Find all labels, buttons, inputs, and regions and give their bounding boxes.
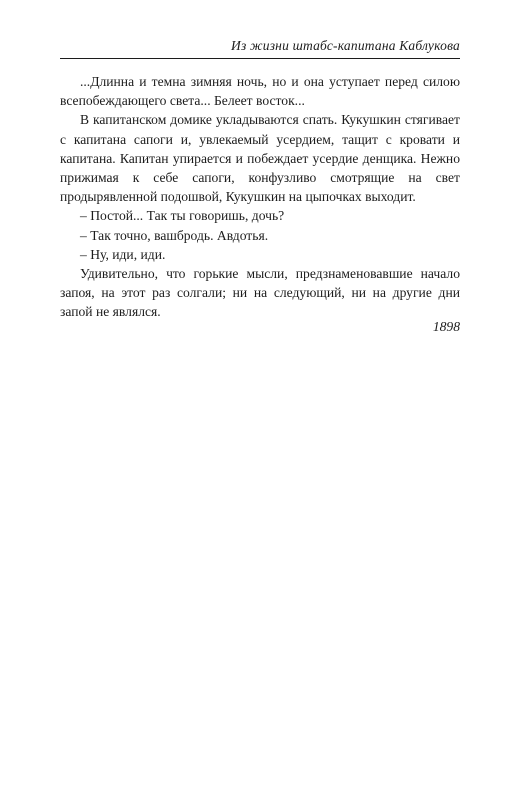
dialogue-line: – Постой... Так ты говоришь, дочь? [80,208,285,224]
date-signature: 1898 [432,319,460,334]
paragraph: ...Длинна и темна зимняя ночь, но и она уступает перед силою всепобеждающего света... Белеет восток... [60,74,460,109]
body-text [60,72,460,322]
paragraph: Удивительно, что горькие мысли, предзнаменовавшие начало запоя, на этот раз солгали; ни на следующий, ни на другие дни запой не являлся. [60,266,460,320]
running-head: Из жизни штабс-капитана Каблукова [231,38,460,53]
paragraph: В капитанском домике укладываются спать. Кукушкин стягивает с капитана сапоги и, увлекаемый усердием, тащит с кровати и капитана. Капитан упирается и побеждает усердие денщика. Нежно прижимая к себе сапоги, конфузливо смотрящие на свет продырявленной подошвой, Кукушкин на цыпочках выходит. [60,112,460,205]
dialogue-line: – Ну, иди, иди. [80,246,166,262]
header-rule [60,58,460,59]
dialogue-line: – Так точно, вашбродь. Авдотья. [80,227,269,243]
